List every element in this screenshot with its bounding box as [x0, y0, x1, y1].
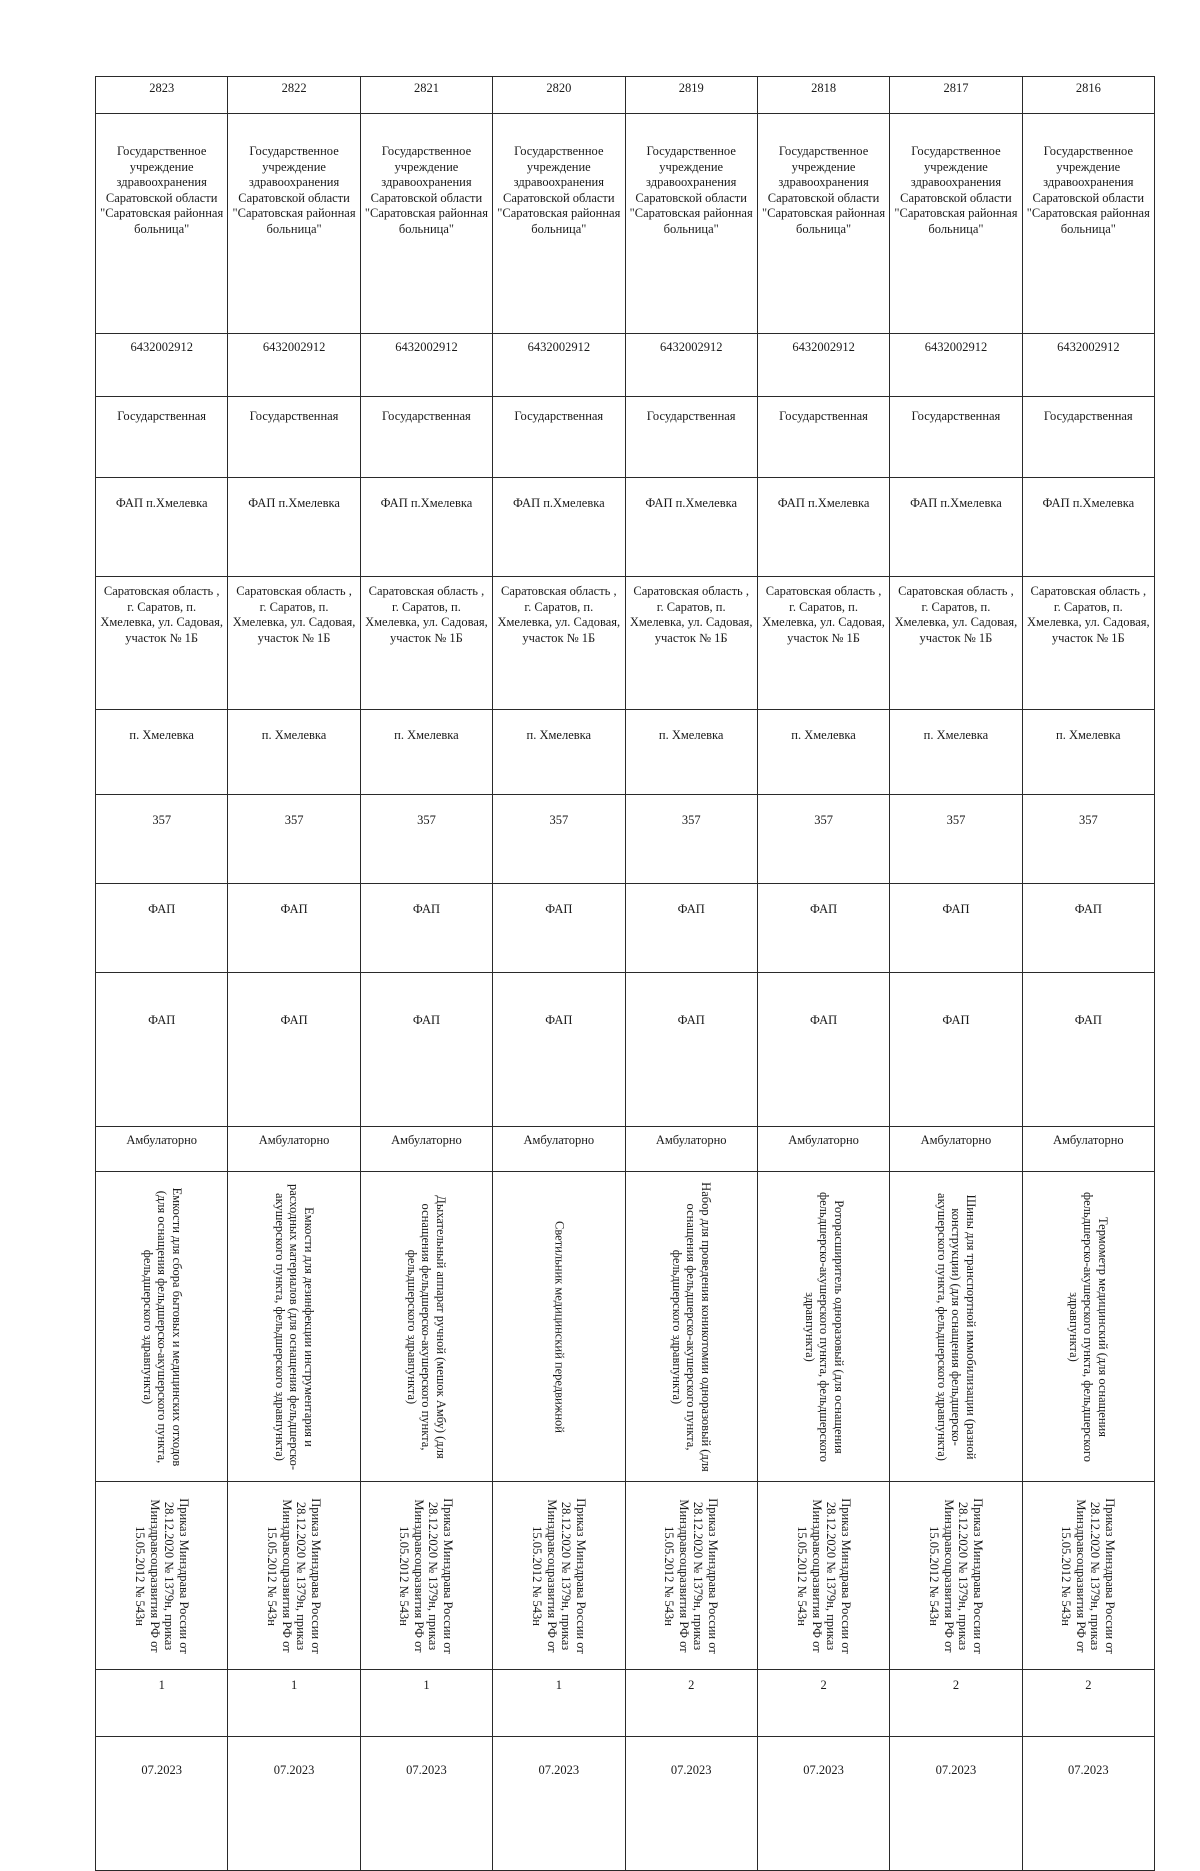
rotated-text-wrapper [626, 1482, 757, 1669]
equipment-text: Роторасширитель одноразовый (для оснащения фельдшерско-акушерского пункта, фельдшерского здравпункта) [802, 1191, 846, 1462]
table-row [96, 397, 1155, 478]
table-row [96, 1670, 1155, 1737]
care-form-cell: Амбулаторно [757, 1127, 889, 1172]
equipment-table [95, 76, 1155, 1871]
order-cell [890, 1482, 1022, 1670]
population-cell: 357 [228, 795, 360, 884]
facility-type-cell: ФАП [96, 884, 228, 973]
order-cell [228, 1482, 360, 1670]
care-form-cell: Амбулаторно [890, 1127, 1022, 1172]
equipment-cell [360, 1172, 492, 1482]
equipment-text: Дыхательный аппарат ручной (мешок Амбу) (для оснащения фельдшерско-акушерского пункта, фельдшерского здравпункта) [405, 1194, 449, 1459]
facility-subtype-cell: ФАП [757, 973, 889, 1127]
table-row [96, 884, 1155, 973]
care-form-cell: Амбулаторно [96, 1127, 228, 1172]
order-cell [1022, 1482, 1154, 1670]
table-row [96, 577, 1155, 710]
facility-type-cell: ФАП [890, 884, 1022, 973]
order-text: Приказ Минздрава России от 28.12.2020 № 1379н, приказ Минздравсоцразвития РФ от 15.05.2012 № 543н [927, 1497, 985, 1654]
equipment-table-body [96, 77, 1155, 1871]
rotated-text-wrapper [228, 1482, 359, 1669]
organization-cell: Государственное учреждение здравоохранения Саратовской области "Саратовская районная больница" [96, 114, 228, 334]
population-cell: 357 [360, 795, 492, 884]
order-cell [96, 1482, 228, 1670]
quantity-cell: 2 [625, 1670, 757, 1737]
order-cell [757, 1482, 889, 1670]
date-cell: 07.2023 [360, 1737, 492, 1871]
organization-cell: Государственное учреждение здравоохранения Саратовской области "Саратовская районная больница" [228, 114, 360, 334]
order-text: Приказ Минздрава России от 28.12.2020 № 1379н, приказ Минздравсоцразвития РФ от 15.05.2012 № 543н [530, 1497, 588, 1654]
quantity-cell: 1 [228, 1670, 360, 1737]
address-cell: Саратовская область , г. Саратов, п. Хмелевка, ул. Садовая, участок № 1Б [96, 577, 228, 710]
rotated-text-wrapper [890, 1482, 1021, 1669]
population-cell: 357 [625, 795, 757, 884]
facility-subtype-cell: ФАП [625, 973, 757, 1127]
rotated-text-wrapper [361, 1482, 492, 1669]
ownership-cell: Государственная [493, 397, 625, 478]
ownership-cell: Государственная [1022, 397, 1154, 478]
record-number-cell: 2816 [1022, 77, 1154, 114]
care-form-cell: Амбулаторно [228, 1127, 360, 1172]
ownership-cell: Государственная [757, 397, 889, 478]
locality-cell: п. Хмелевка [890, 710, 1022, 795]
order-cell [493, 1482, 625, 1670]
ownership-cell: Государственная [96, 397, 228, 478]
inn-cell: 6432002912 [757, 334, 889, 397]
table-row [96, 1172, 1155, 1482]
quantity-cell: 1 [360, 1670, 492, 1737]
equipment-cell [890, 1172, 1022, 1482]
equipment-cell [96, 1172, 228, 1482]
quantity-cell: 2 [1022, 1670, 1154, 1737]
locality-cell: п. Хмелевка [228, 710, 360, 795]
rotated-text-wrapper [758, 1172, 889, 1481]
unit-cell: ФАП п.Хмелевка [96, 478, 228, 577]
address-cell: Саратовская область , г. Саратов, п. Хмелевка, ул. Садовая, участок № 1Б [1022, 577, 1154, 710]
organization-cell: Государственное учреждение здравоохранения Саратовской области "Саратовская районная больница" [360, 114, 492, 334]
population-cell: 357 [96, 795, 228, 884]
facility-subtype-cell: ФАП [890, 973, 1022, 1127]
table-row [96, 1737, 1155, 1871]
facility-type-cell: ФАП [493, 884, 625, 973]
locality-cell: п. Хмелевка [757, 710, 889, 795]
order-text: Приказ Минздрава России от 28.12.2020 № 1379н, приказ Минздравсоцразвития РФ от 15.05.2012 № 543н [1059, 1497, 1118, 1654]
ownership-cell: Государственная [625, 397, 757, 478]
ownership-cell: Государственная [360, 397, 492, 478]
care-form-cell: Амбулаторно [1022, 1127, 1154, 1172]
organization-cell: Государственное учреждение здравоохранения Саратовской области "Саратовская районная больница" [625, 114, 757, 334]
facility-subtype-cell: ФАП [1022, 973, 1154, 1127]
table-row [96, 1127, 1155, 1172]
rotated-text-wrapper [96, 1172, 227, 1481]
inn-cell: 6432002912 [1022, 334, 1154, 397]
organization-cell: Государственное учреждение здравоохранения Саратовской области "Саратовская районная больница" [890, 114, 1022, 334]
record-number-cell: 2822 [228, 77, 360, 114]
address-cell: Саратовская область , г. Саратов, п. Хмелевка, ул. Садовая, участок № 1Б [493, 577, 625, 710]
rotated-text-wrapper [361, 1172, 492, 1481]
population-cell: 357 [1022, 795, 1154, 884]
quantity-cell: 1 [493, 1670, 625, 1737]
rotated-text-wrapper [626, 1172, 757, 1481]
table-row [96, 77, 1155, 114]
equipment-text: Шины для транспортной иммобилизации (разной конструкции) (для оснащения фельдшерско-акушерского пункта, фельдшерского здравпункта) [934, 1192, 978, 1461]
record-number-cell: 2820 [493, 77, 625, 114]
address-cell: Саратовская область , г. Саратов, п. Хмелевка, ул. Садовая, участок № 1Б [890, 577, 1022, 710]
address-cell: Саратовская область , г. Саратов, п. Хмелевка, ул. Садовая, участок № 1Б [757, 577, 889, 710]
locality-cell: п. Хмелевка [1022, 710, 1154, 795]
unit-cell: ФАП п.Хмелевка [228, 478, 360, 577]
equipment-text: Емкости для дезинфекции инструментария и расходных материалов (для оснащения фельдшерско-акушерского пункта, фельдшерского здравпункта) [272, 1183, 316, 1470]
order-text: Приказ Минздрава России от 28.12.2020 № 1379н, приказ Минздравсоцразвития РФ от 15.05.2012 № 543н [397, 1497, 456, 1654]
record-number-cell: 2821 [360, 77, 492, 114]
equipment-text: Набор для проведения коникотомии одноразовый (для оснащения фельдшерско-акушерского пункта, фельдшерского здравпункта) [669, 1181, 713, 1472]
record-number-cell: 2823 [96, 77, 228, 114]
rotated-text-wrapper [493, 1482, 624, 1669]
equipment-cell [493, 1172, 625, 1482]
population-cell: 357 [493, 795, 625, 884]
ownership-cell: Государственная [890, 397, 1022, 478]
record-number-cell: 2819 [625, 77, 757, 114]
record-number-cell: 2818 [757, 77, 889, 114]
address-cell: Саратовская область , г. Саратов, п. Хмелевка, ул. Садовая, участок № 1Б [625, 577, 757, 710]
date-cell: 07.2023 [625, 1737, 757, 1871]
table-row [96, 795, 1155, 884]
rotated-text-wrapper [758, 1482, 889, 1669]
inn-cell: 6432002912 [96, 334, 228, 397]
date-cell: 07.2023 [96, 1737, 228, 1871]
record-number-cell: 2817 [890, 77, 1022, 114]
facility-type-cell: ФАП [360, 884, 492, 973]
table-row [96, 334, 1155, 397]
quantity-cell: 2 [890, 1670, 1022, 1737]
order-text: Приказ Минздрава России от 28.12.2020 № 1379н, приказ Минздравсоцразвития РФ от 15.05.2012 № 543н [133, 1497, 191, 1654]
unit-cell: ФАП п.Хмелевка [625, 478, 757, 577]
date-cell: 07.2023 [757, 1737, 889, 1871]
rotated-text-wrapper [890, 1172, 1021, 1481]
unit-cell: ФАП п.Хмелевка [360, 478, 492, 577]
rotated-text-wrapper [493, 1172, 624, 1481]
quantity-cell: 1 [96, 1670, 228, 1737]
organization-cell: Государственное учреждение здравоохранения Саратовской области "Саратовская районная больница" [493, 114, 625, 334]
care-form-cell: Амбулаторно [360, 1127, 492, 1172]
equipment-text: Светильник медицинский передвижной [552, 1220, 567, 1433]
unit-cell: ФАП п.Хмелевка [757, 478, 889, 577]
order-text: Приказ Минздрава России от 28.12.2020 № 1379н, приказ Минздравсоцразвития РФ от 15.05.2012 № 543н [795, 1497, 853, 1654]
date-cell: 07.2023 [1022, 1737, 1154, 1871]
order-cell [625, 1482, 757, 1670]
facility-subtype-cell: ФАП [360, 973, 492, 1127]
equipment-text: Термометр медицинский (для оснащения фельдшерско-акушерского пункта, фельдшерского здравпункта) [1067, 1191, 1111, 1462]
unit-cell: ФАП п.Хмелевка [890, 478, 1022, 577]
equipment-cell [625, 1172, 757, 1482]
ownership-cell: Государственная [228, 397, 360, 478]
table-row [96, 114, 1155, 334]
population-cell: 357 [757, 795, 889, 884]
organization-cell: Государственное учреждение здравоохранения Саратовской области "Саратовская районная больница" [757, 114, 889, 334]
facility-type-cell: ФАП [625, 884, 757, 973]
rotated-text-wrapper [228, 1172, 359, 1481]
locality-cell: п. Хмелевка [360, 710, 492, 795]
locality-cell: п. Хмелевка [96, 710, 228, 795]
date-cell: 07.2023 [890, 1737, 1022, 1871]
equipment-text: Емкости для сбора бытовых и медицинских отходов (для оснащения фельдшерско-акушерского пункта, фельдшерского здравпункта) [140, 1187, 184, 1466]
equipment-cell [228, 1172, 360, 1482]
inn-cell: 6432002912 [625, 334, 757, 397]
locality-cell: п. Хмелевка [625, 710, 757, 795]
unit-cell: ФАП п.Хмелевка [493, 478, 625, 577]
rotated-text-wrapper [1023, 1172, 1154, 1481]
table-row [96, 710, 1155, 795]
date-cell: 07.2023 [493, 1737, 625, 1871]
order-cell [360, 1482, 492, 1670]
address-cell: Саратовская область , г. Саратов, п. Хмелевка, ул. Садовая, участок № 1Б [360, 577, 492, 710]
facility-subtype-cell: ФАП [228, 973, 360, 1127]
unit-cell: ФАП п.Хмелевка [1022, 478, 1154, 577]
date-cell: 07.2023 [228, 1737, 360, 1871]
order-text: Приказ Минздрава России от 28.12.2020 № 1379н, приказ Минздравсоцразвития РФ от 15.05.2012 № 543н [662, 1497, 721, 1654]
facility-subtype-cell: ФАП [493, 973, 625, 1127]
organization-cell: Государственное учреждение здравоохранения Саратовской области "Саратовская районная больница" [1022, 114, 1154, 334]
inn-cell: 6432002912 [360, 334, 492, 397]
facility-subtype-cell: ФАП [96, 973, 228, 1127]
equipment-cell [1022, 1172, 1154, 1482]
equipment-cell [757, 1172, 889, 1482]
care-form-cell: Амбулаторно [625, 1127, 757, 1172]
quantity-cell: 2 [757, 1670, 889, 1737]
facility-type-cell: ФАП [757, 884, 889, 973]
population-cell: 357 [890, 795, 1022, 884]
rotated-text-wrapper [96, 1482, 227, 1669]
facility-type-cell: ФАП [1022, 884, 1154, 973]
inn-cell: 6432002912 [228, 334, 360, 397]
address-cell: Саратовская область , г. Саратов, п. Хмелевка, ул. Садовая, участок № 1Б [228, 577, 360, 710]
locality-cell: п. Хмелевка [493, 710, 625, 795]
table-row [96, 1482, 1155, 1670]
order-text: Приказ Минздрава России от 28.12.2020 № 1379н, приказ Минздравсоцразвития РФ от 15.05.2012 № 543н [265, 1497, 324, 1654]
rotated-text-wrapper [1023, 1482, 1154, 1669]
inn-cell: 6432002912 [493, 334, 625, 397]
care-form-cell: Амбулаторно [493, 1127, 625, 1172]
table-row [96, 973, 1155, 1127]
inn-cell: 6432002912 [890, 334, 1022, 397]
table-row [96, 478, 1155, 577]
facility-type-cell: ФАП [228, 884, 360, 973]
